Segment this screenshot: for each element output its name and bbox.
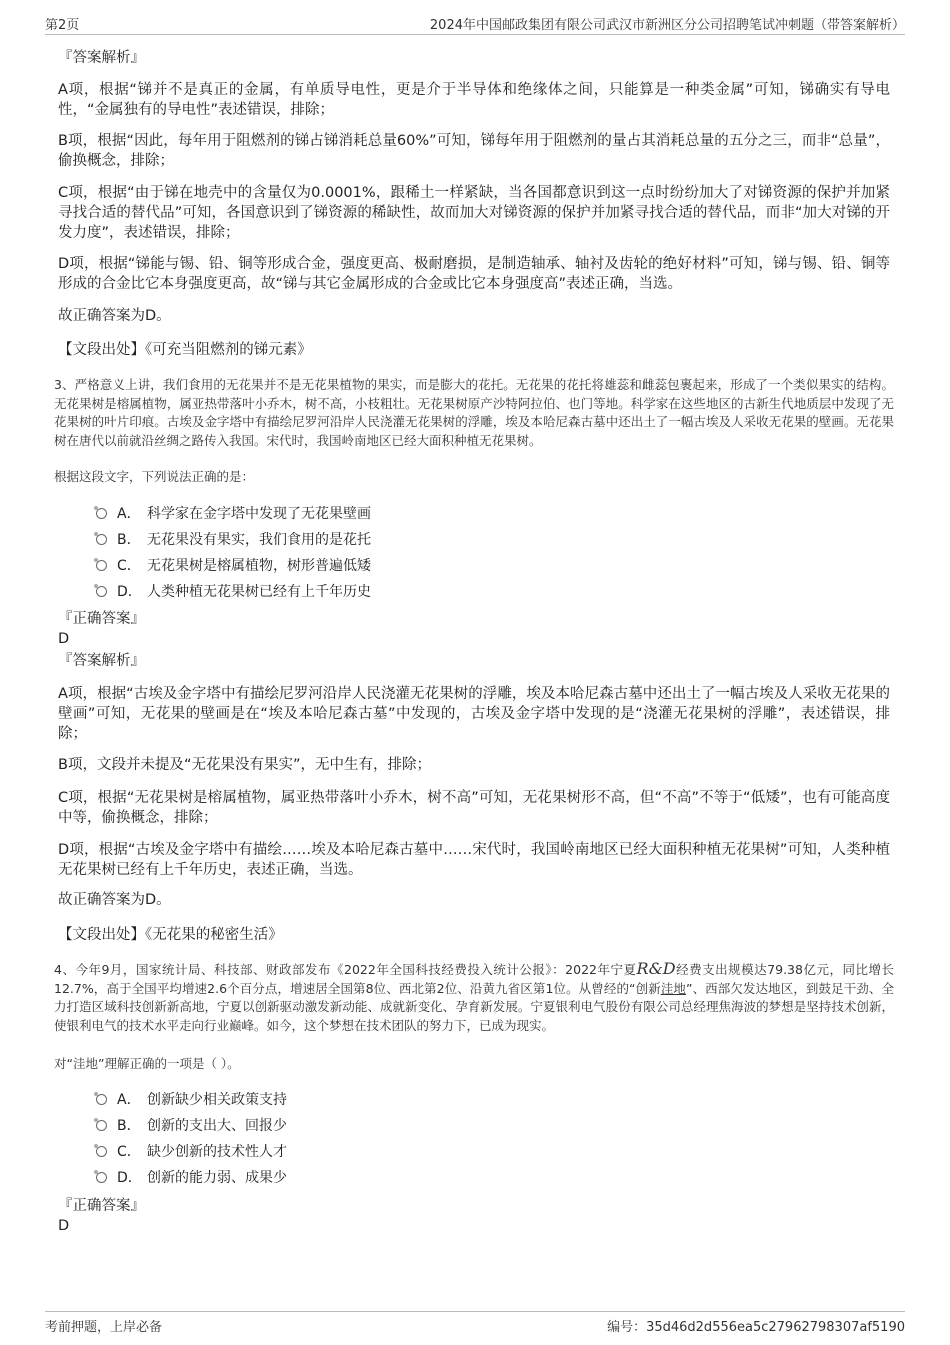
radio-icon[interactable] [96,560,107,571]
q3-option-b[interactable] [96,530,371,550]
document-id: 编号：35d46d2d556ea5c27962798307af5190 [607,1320,905,1335]
radio-icon[interactable] [96,1146,107,1157]
option-text: 无花果没有果实，我们食用的是花托 [147,532,371,548]
q3-analysis-b: B项，文段并未提及“无花果没有果实”，无中生有，排除； [58,757,431,773]
option-text: 创新的能力弱、成果少 [147,1170,287,1186]
option-text: 缺少创新的技术性人才 [147,1144,287,1160]
q4-option-c[interactable] [96,1142,287,1162]
q4-option-a[interactable] [96,1090,287,1110]
option-letter: A． [117,506,141,522]
q4-passage-part3: ”、西部欠发达地区，到鼓足干劲、全力打造区域科技创新新高地，宁夏以创新驱动激发新动能、成就新变化、孕育新发展。宁夏银利电气股份有限公司总经理焦海波的梦想是坚持技术创新，使银利电气的技术水平走向行业巅峰。如今，这个梦想在技术团队的努力下，已成为现实。 [54,980,894,1033]
q4-answer: D [58,1218,70,1234]
option-letter: C． [117,1144,141,1160]
option-text: 科学家在金字塔中发现了无花果壁画 [147,506,371,522]
q4-passage [54,960,894,1035]
option-letter: C． [117,558,141,574]
q3-analysis-c: C项，根据“无花果树是榕属植物，属亚热带落叶小乔木，树不高”可知，无花果树形不高，但“不高”不等于“低矮”，也有可能高度中等，偷换概念，排除； [58,790,890,826]
q4-passage-part1: 4、今年9月，国家统计局、科技部、财政部发布《2022年全国科技经费投入统计公报》：2022年宁夏 [54,962,637,977]
option-text: 无花果树是榕属植物，树形普遍低矮 [147,558,371,574]
option-text: 创新缺少相关政策支持 [147,1092,287,1108]
q3-option-c[interactable] [96,556,371,576]
q3-answer: D [58,631,70,647]
option-text: 创新的支出大、回报少 [147,1118,287,1134]
page-footer [45,1311,905,1336]
q3-conclusion: 故正确答案为D。 [58,892,171,908]
q3-answer-label: 『正确答案』 [58,611,145,627]
q3-source: 【文段出处】《无花果的秘密生活》 [58,927,283,943]
radio-icon[interactable] [96,586,107,597]
q4-math-rd: R&D [636,959,676,978]
q3-analysis-label: 『答案解析』 [58,653,145,669]
q2-analysis-a: A项，根据“锑并不是真正的金属，有单质导电性，更是介于半导体和绝缘体之间，只能算是一种类金属”可知，锑确实有导电性，“金属独有的导电性”表述错误，排除； [58,82,890,118]
q3-analysis-a: A项，根据“古埃及金字塔中有描绘尼罗河沿岸人民浇灌无花果树的浮雕，埃及本哈尼森古墓中还出土了一幅古埃及人采收无花果的壁画”可知，无花果的壁画是在“埃及本哈尼森古墓”中发现的，古埃及金字塔中发现的是“浇灌无花果树的浮雕”，表述错误，排除； [58,686,890,742]
option-letter: D． [117,1170,142,1186]
q2-analysis-d: D项，根据“锑能与锡、铅、铜等形成合金，强度更高、极耐磨损，是制造轴承、轴衬及齿轮的绝好材料”可知，锑与锡、铅、铜等形成的合金比它本身强度更高，故“锑与其它金属形成的合金或比它本身强度高”表述正确，当选。 [58,256,890,292]
radio-icon[interactable] [96,1172,107,1183]
q4-underlined-term: 洼地 [660,980,686,996]
page-header [45,12,905,35]
footer-slogan: 考前押题，上岸必备 [45,1320,163,1335]
page-number: 第2页 [45,18,80,33]
q3-passage: 3、严格意义上讲，我们食用的无花果并不是无花果植物的果实，而是膨大的花托。无花果的花托将雄蕊和雌蕊包裹起来，形成了一个类似果实的结构。无花果树是榕属植物，属亚热带落叶小乔木，树不高，小枝粗壮。无花果树原产沙特阿拉伯、也门等地。科学家在这些地区的古新生代地质层中发现了无花果树的叶片印痕。古埃及金字塔中有描绘尼罗河沿岸人民浇灌无花果树的浮雕，埃及本哈尼森古墓中还出土了一幅古埃及人采收无花果的壁画。无花果树在唐代以前就沿丝绸之路传入我国。宋代时，我国岭南地区已经大面积种植无花果树。 [54,377,894,448]
q2-analysis-c: C项，根据“由于锑在地壳中的含量仅为0.0001%，跟稀土一样紧缺，当各国都意识到这一点时纷纷加大了对锑资源的保护并加紧寻找合适的替代品”可知，各国意识到了锑资源的稀缺性，故而加大对锑资源的保护并加紧寻找合适的替代品，而非“加大对锑的开发力度”，表述错误，排除； [58,185,890,241]
q3-option-d[interactable] [96,582,371,602]
option-letter: B． [117,532,141,548]
document-title: 2024年中国邮政集团有限公司武汉市新洲区分公司招聘笔试冲刺题（带答案解析） [429,18,905,33]
option-letter: D． [117,584,142,600]
q2-conclusion: 故正确答案为D。 [58,308,171,324]
q4-prompt: 对“洼地”理解正确的一项是（ ）。 [54,1056,240,1071]
q3-option-a[interactable] [96,504,371,524]
q2-source: 【文段出处】《可充当阻燃剂的锑元素》 [58,342,312,358]
q4-answer-label: 『正确答案』 [58,1198,145,1214]
option-text: 人类种植无花果树已经有上千年历史 [147,584,371,600]
q3-analysis-d: D项，根据“古埃及金字塔中有描绘……埃及本哈尼森古墓中……宋代时，我国岭南地区已经大面积种植无花果树”可知，人类种植无花果树已经有上千年历史，表述正确，当选。 [58,842,890,878]
radio-icon[interactable] [96,1120,107,1131]
option-letter: A． [117,1092,141,1108]
radio-icon[interactable] [96,534,107,545]
radio-icon[interactable] [96,508,107,519]
q3-prompt: 根据这段文字，下列说法正确的是： [54,469,255,484]
radio-icon[interactable] [96,1094,107,1105]
q4-passage-part2: 经费支出规模达79.38亿元，同比增长12.7%，高于全国平均增速2.6个百分点，增速居全国第8位、西北第2位、沿黄九省区第1位。从曾经的“创新 [54,962,895,996]
q4-option-b[interactable] [96,1116,287,1136]
option-letter: B． [117,1118,141,1134]
q2-analysis-b: B项，根据“因此，每年用于阻燃剂的锑占锑消耗总量60%”可知，锑每年用于阻燃剂的量占其消耗总量的五分之三，而非“总量”，偷换概念，排除； [58,133,890,169]
q2-analysis-label: 『答案解析』 [58,50,145,66]
q4-option-d[interactable] [96,1168,287,1188]
